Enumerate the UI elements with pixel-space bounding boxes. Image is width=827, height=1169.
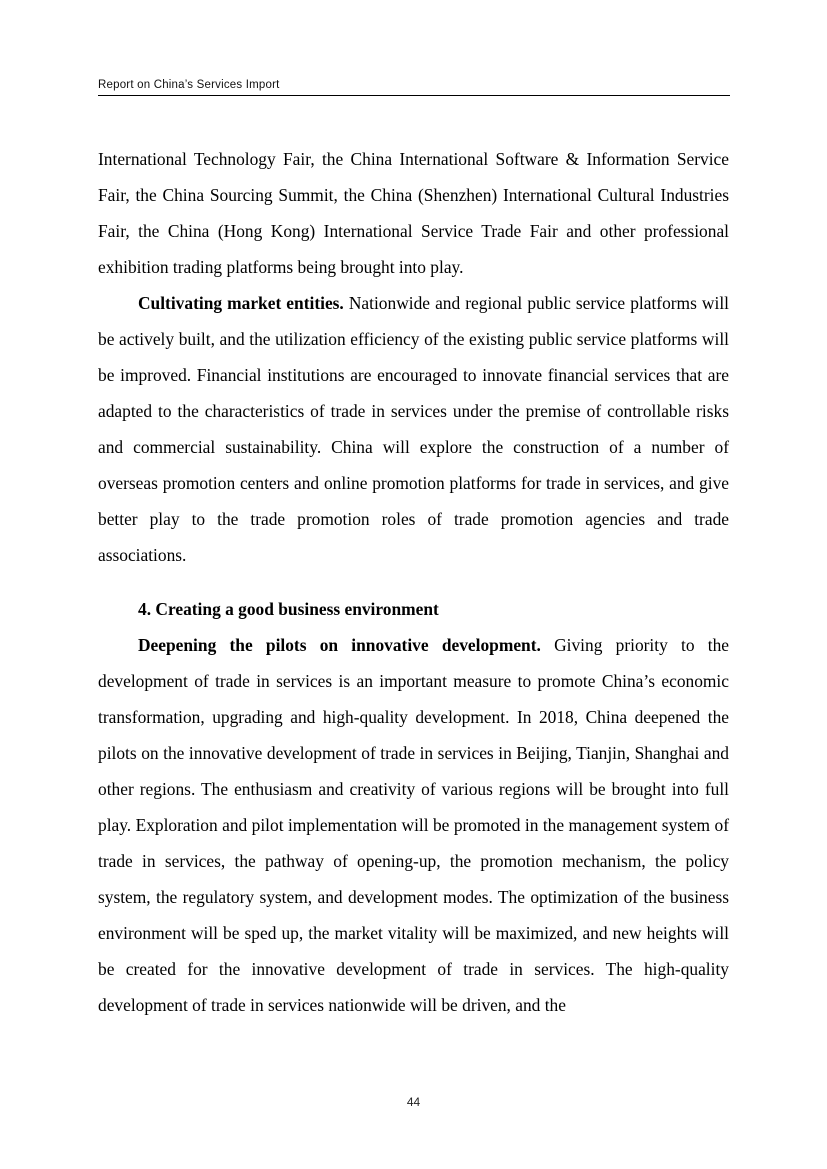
page-body — [98, 141, 729, 1023]
page-number: 44 — [406, 1095, 421, 1109]
paragraph-innovative-pilots — [98, 627, 729, 1023]
header-divider — [98, 95, 730, 96]
paragraph-lead-market-entities: Cultivating market entities. — [138, 293, 344, 313]
paragraph-market-entities — [98, 285, 729, 573]
paragraph-text-market-entities: Nationwide and regional public service platforms will be actively built, and the utilization efficiency of the existing public service platforms will be improved. Financial institutions are encouraged to innovate financial services that are adapted to the characteristics of trade in services under the premise of controllable risks and commercial sustainability. China will explore the construction of a number of overseas promotion centers and online promotion platforms for trade in services, and give better play to the trade promotion roles of trade promotion agencies and trade associations. — [98, 293, 729, 565]
paragraph-text-innovative-pilots: Giving priority to the development of trade in services is an important measure to promote China’s economic transformation, upgrading and high-quality development. In 2018, China deepened the pilots on the innovative development of trade in services in Beijing, Tianjin, Shanghai and other regions. The enthusiasm and creativity of various regions will be brought into full play. Exploration and pilot implementation will be promoted in the management system of trade in services, the pathway of opening-up, the promotion mechanism, the policy system, the regulatory system, and development modes. The optimization of the business environment will be sped up, the market vitality will be maximized, and new heights will be created for the innovative development of trade in services. The high-quality development of trade in services nationwide will be driven, and the — [98, 635, 730, 1015]
paragraph-exhibition-platforms: International Technology Fair, the China International Software & Information Service Fair, the China Sourcing Summit, the China (Shenzhen) International Cultural Industries Fair, the China (Hong Kong) International Service Trade Fair and other professional exhibition trading platforms being brought into play. — [98, 149, 729, 277]
running-header: Report on China’s Services Import — [98, 79, 280, 91]
paragraph-lead-innovative-pilots: Deepening the pilots on innovative development. — [138, 635, 541, 655]
section-heading: 4. Creating a good business environment — [138, 599, 439, 619]
